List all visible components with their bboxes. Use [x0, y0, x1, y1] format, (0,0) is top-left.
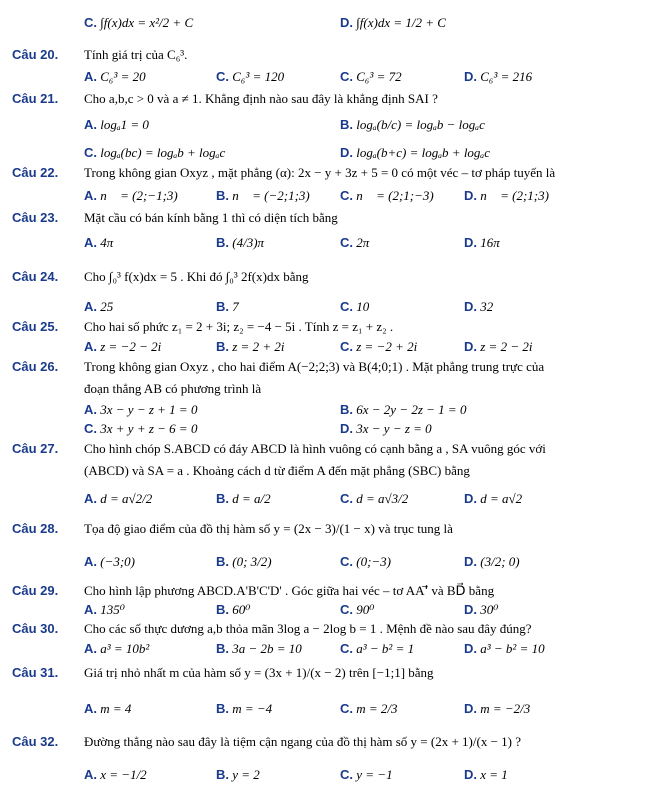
- answer-option-text: x = 1: [480, 767, 508, 782]
- answer-option[interactable]: [216, 700, 272, 718]
- answer-option-label: B.: [216, 602, 229, 617]
- answer-option-label: D.: [464, 235, 477, 250]
- answer-option-label: C.: [340, 339, 353, 354]
- answer-option[interactable]: [340, 234, 369, 252]
- answer-option-label: A.: [84, 339, 97, 354]
- question-stem: Mặt cầu có bán kính bằng 1 thì có diện tích bằng: [84, 210, 338, 225]
- answer-option-text: 30⁰: [480, 602, 499, 617]
- question-stem: Cho các số thực dương a,b thỏa mãn 3log a − 2log b = 1 . Mệnh đề nào sau đây đúng?: [84, 621, 532, 636]
- answer-option-text: C₆³ = 72: [356, 69, 402, 84]
- answer-option[interactable]: [464, 700, 530, 718]
- answer-option-label: D.: [464, 491, 477, 506]
- answer-option-text: y = 2: [232, 767, 260, 782]
- answer-option-label: C.: [84, 15, 97, 30]
- answer-option-text: 3a − 2b = 10: [232, 641, 302, 656]
- answer-option[interactable]: [84, 144, 225, 162]
- answer-option-label: A.: [84, 641, 97, 656]
- answer-option-text: C₆³ = 20: [100, 69, 146, 84]
- answer-option-label: C.: [340, 299, 353, 314]
- answer-option[interactable]: [216, 640, 302, 658]
- answer-option-text: a³ − b² = 1: [356, 641, 415, 656]
- answer-option-text: 60⁰: [232, 602, 251, 617]
- answer-option-text: z = 2 + 2i: [232, 339, 285, 354]
- answer-option-label: D.: [464, 339, 477, 354]
- answer-option-label: A.: [84, 69, 97, 84]
- question-number: Câu 29.: [12, 583, 59, 598]
- answer-option[interactable]: [340, 490, 408, 508]
- answer-option[interactable]: [216, 68, 284, 86]
- answer-option[interactable]: [464, 187, 549, 205]
- answer-option-label: C.: [340, 602, 353, 617]
- answer-option[interactable]: [340, 338, 417, 356]
- answer-option[interactable]: [84, 338, 161, 356]
- answer-option-text: C₆³ = 120: [232, 69, 285, 84]
- answer-option-label: C.: [340, 188, 353, 203]
- answer-option[interactable]: [340, 601, 374, 619]
- answer-option-label: D.: [340, 15, 353, 30]
- answer-option-text: m = 4: [100, 701, 132, 716]
- answer-option-text: x = −1/2: [100, 767, 147, 782]
- answer-option[interactable]: [340, 144, 490, 162]
- answer-option[interactable]: [464, 601, 498, 619]
- answer-option-label: A.: [84, 235, 97, 250]
- answer-option[interactable]: [340, 116, 485, 134]
- answer-option[interactable]: [84, 187, 178, 205]
- answer-option[interactable]: [216, 601, 250, 619]
- question-number: Câu 28.: [12, 521, 59, 536]
- answer-option[interactable]: [340, 298, 369, 316]
- answer-option-label: A.: [84, 701, 97, 716]
- answer-option-label: B.: [216, 767, 229, 782]
- answer-option[interactable]: [216, 298, 239, 316]
- answer-option-label: A.: [84, 402, 97, 417]
- answer-option[interactable]: [464, 640, 545, 658]
- answer-option[interactable]: [84, 234, 113, 252]
- answer-option-text: C₆³ = 216: [480, 69, 533, 84]
- answer-option-label: B.: [216, 641, 229, 656]
- answer-option-text: 25: [100, 299, 114, 314]
- answer-option[interactable]: [84, 640, 149, 658]
- answer-option[interactable]: [84, 601, 125, 619]
- answer-option[interactable]: [216, 338, 284, 356]
- answer-option-label: B.: [340, 117, 353, 132]
- answer-option[interactable]: [464, 234, 500, 252]
- answer-option-label: B.: [216, 554, 229, 569]
- answer-option-text: n⃗ = (2;1;−3): [356, 188, 434, 203]
- answer-option-text: d = a√2: [480, 491, 523, 506]
- answer-option-text: 90⁰: [356, 602, 375, 617]
- answer-option[interactable]: [216, 766, 260, 784]
- question-stem: Giá trị nhỏ nhất m của hàm số y = (3x + 1)/(x − 2) trên [−1;1] bằng: [84, 665, 434, 680]
- answer-option[interactable]: [464, 490, 522, 508]
- answer-option-text: n⃗ = (2;−1;3): [100, 188, 178, 203]
- answer-option[interactable]: [84, 401, 197, 419]
- answer-option[interactable]: [84, 116, 149, 134]
- question-stem: Cho a,b,c > 0 và a ≠ 1. Khẳng định nào sau đây là khẳng định SAI ?: [84, 91, 438, 106]
- question-number: Câu 22.: [12, 165, 59, 180]
- answer-option-text: 4π: [100, 235, 114, 250]
- answer-option[interactable]: [84, 700, 131, 718]
- answer-option-text: 2π: [356, 235, 370, 250]
- answer-option[interactable]: [464, 298, 493, 316]
- question-number: Câu 23.: [12, 210, 59, 225]
- answer-option-text: 32: [480, 299, 494, 314]
- question-stem-continued: (ABCD) và SA = a . Khoảng cách d từ điểm A đến mặt phẳng (SBC) bằng: [84, 463, 470, 478]
- answer-option-text: logₐ(bc) = logₐb + logₐc: [100, 145, 226, 160]
- answer-option-label: C.: [340, 701, 353, 716]
- question-number: Câu 30.: [12, 621, 59, 636]
- answer-option-text: n⃗ = (−2;1;3): [232, 188, 310, 203]
- question-stem: Cho ∫₀³ f(x)dx = 5 . Khi đó ∫₀³ 2f(x)dx bằng: [84, 269, 309, 284]
- question-stem: Cho hai số phức z₁ = 2 + 3i; z₂ = −4 − 5i . Tính z = z₁ + z₂ .: [84, 319, 394, 334]
- answer-option[interactable]: [340, 187, 434, 205]
- answer-option[interactable]: [340, 68, 402, 86]
- answer-option-text: m = 2/3: [356, 701, 398, 716]
- answer-option-label: C.: [340, 69, 353, 84]
- question-stem: Đường thẳng nào sau đây là tiệm cận ngang của đồ thị hàm số y = (2x + 1)/(x − 1) ?: [84, 734, 522, 749]
- answer-option[interactable]: [84, 14, 193, 32]
- answer-option-text: m = −4: [232, 701, 273, 716]
- answer-option-label: D.: [464, 69, 477, 84]
- question-number: Câu 31.: [12, 665, 59, 680]
- answer-option-label: D.: [464, 701, 477, 716]
- answer-option-label: D.: [340, 145, 353, 160]
- answer-option-label: C.: [340, 235, 353, 250]
- answer-option-label: D.: [464, 188, 477, 203]
- answer-option[interactable]: [464, 766, 508, 784]
- answer-option[interactable]: [464, 553, 520, 571]
- answer-option-text: logₐ(b+c) = logₐb + logₐc: [356, 145, 491, 160]
- answer-option-label: B.: [216, 339, 229, 354]
- answer-option[interactable]: [340, 700, 398, 718]
- question-stem-continued: đoạn thẳng AB có phương trình là: [84, 381, 262, 396]
- answer-option-label: C.: [340, 491, 353, 506]
- answer-option-label: C.: [340, 554, 353, 569]
- answer-option[interactable]: [84, 68, 146, 86]
- question-stem: Tính giá trị của C₆³.: [84, 47, 188, 62]
- answer-option-text: d = a/2: [232, 491, 271, 506]
- answer-option-label: B.: [340, 402, 353, 417]
- answer-option[interactable]: [464, 338, 532, 356]
- answer-option-text: (−3;0): [100, 554, 136, 569]
- answer-option-text: z = 2 − 2i: [480, 339, 533, 354]
- answer-option-text: a³ − b² = 10: [480, 641, 545, 656]
- answer-option-text: 3x − y − z + 1 = 0: [100, 402, 198, 417]
- answer-option[interactable]: [84, 420, 197, 438]
- answer-option[interactable]: [340, 640, 414, 658]
- answer-option[interactable]: [84, 766, 147, 784]
- answer-option-label: B.: [216, 299, 229, 314]
- question-stem: Cho hình lập phương ABCD.A'B'C'D' . Góc giữa hai véc – tơ AA'⃗ và BD⃗ bằng: [84, 583, 495, 598]
- answer-option-text: n⃗ = (2;1;3): [480, 188, 549, 203]
- answer-option-text: z = −2 − 2i: [100, 339, 162, 354]
- answer-option-label: C.: [216, 69, 229, 84]
- answer-option-text: (0; 3/2): [232, 554, 272, 569]
- answer-option-label: C.: [84, 145, 97, 160]
- answer-option-text: 135⁰: [100, 602, 125, 617]
- answer-option-text: z = −2 + 2i: [356, 339, 418, 354]
- answer-option-text: 3x − y − z = 0: [356, 421, 432, 436]
- answer-option-label: D.: [340, 421, 353, 436]
- answer-option-label: B.: [216, 701, 229, 716]
- answer-option-label: A.: [84, 767, 97, 782]
- question-number: Câu 20.: [12, 47, 59, 62]
- question-stem: Cho hình chóp S.ABCD có đáy ABCD là hình vuông có cạnh bằng a , SA vuông góc với: [84, 441, 546, 456]
- answer-option[interactable]: [216, 234, 264, 252]
- answer-option[interactable]: [216, 553, 272, 571]
- answer-option-text: logₐ1 = 0: [100, 117, 149, 132]
- question-number: Câu 21.: [12, 91, 59, 106]
- answer-option[interactable]: [464, 68, 532, 86]
- answer-option[interactable]: [84, 553, 135, 571]
- answer-option-label: D.: [464, 602, 477, 617]
- question-stem: Trong không gian Oxyz , cho hai điểm A(−2;2;3) và B(4;0;1) . Mặt phẳng trung trực của: [84, 359, 545, 374]
- answer-option[interactable]: [340, 420, 432, 438]
- answer-option[interactable]: [340, 553, 391, 571]
- question-number: Câu 25.: [12, 319, 59, 334]
- answer-option-label: B.: [216, 188, 229, 203]
- question-number: Câu 26.: [12, 359, 59, 374]
- answer-option-text: m = −2/3: [480, 701, 531, 716]
- question-number: Câu 32.: [12, 734, 59, 749]
- answer-option-text: (3/2; 0): [480, 554, 520, 569]
- answer-option[interactable]: [340, 401, 466, 419]
- answer-option[interactable]: [216, 490, 271, 508]
- answer-option-text: y = −1: [356, 767, 393, 782]
- answer-option-label: C.: [84, 421, 97, 436]
- question-number: Câu 27.: [12, 441, 59, 456]
- answer-option-label: D.: [464, 554, 477, 569]
- answer-option-label: A.: [84, 602, 97, 617]
- answer-option-text: a³ = 10b²: [100, 641, 150, 656]
- answer-option-text: d = a√2/2: [100, 491, 153, 506]
- answer-option[interactable]: [340, 14, 446, 32]
- answer-option-label: D.: [464, 641, 477, 656]
- answer-option-label: D.: [464, 299, 477, 314]
- answer-option[interactable]: [216, 187, 310, 205]
- answer-option-text: 16π: [480, 235, 500, 250]
- answer-option-label: A.: [84, 554, 97, 569]
- answer-option-text: d = a√3/2: [356, 491, 409, 506]
- answer-option-text: ∫f(x)dx = x²/2 + C: [100, 15, 194, 30]
- answer-option-text: 6x − 2y − 2z − 1 = 0: [356, 402, 467, 417]
- answer-option[interactable]: [340, 766, 393, 784]
- answer-option-label: A.: [84, 491, 97, 506]
- answer-option[interactable]: [84, 298, 113, 316]
- answer-option-label: A.: [84, 117, 97, 132]
- answer-option-label: A.: [84, 299, 97, 314]
- answer-option-label: D.: [464, 767, 477, 782]
- answer-option-label: C.: [340, 641, 353, 656]
- answer-option-text: (0;−3): [356, 554, 392, 569]
- question-stem: Trong không gian Oxyz , mặt phẳng (α): 2x − y + 3z + 5 = 0 có một véc – tơ pháp tuyến là: [84, 165, 556, 180]
- answer-option-text: 7: [232, 299, 239, 314]
- answer-option-text: ∫f(x)dx = 1/2 + C: [356, 15, 446, 30]
- question-stem: Tọa độ giao điểm của đồ thị hàm số y = (2x − 3)/(1 − x) và trục tung là: [84, 521, 453, 536]
- answer-option-label: A.: [84, 188, 97, 203]
- answer-option-label: B.: [216, 491, 229, 506]
- answer-option-text: (4/3)π: [232, 235, 265, 250]
- answer-option-text: logₐ(b/c) = logₐb − logₐc: [356, 117, 485, 132]
- answer-option[interactable]: [84, 490, 152, 508]
- answer-option-text: 10: [356, 299, 370, 314]
- answer-option-text: 3x + y + z − 6 = 0: [100, 421, 198, 436]
- answer-option-label: B.: [216, 235, 229, 250]
- question-number: Câu 24.: [12, 269, 59, 284]
- answer-option-label: C.: [340, 767, 353, 782]
